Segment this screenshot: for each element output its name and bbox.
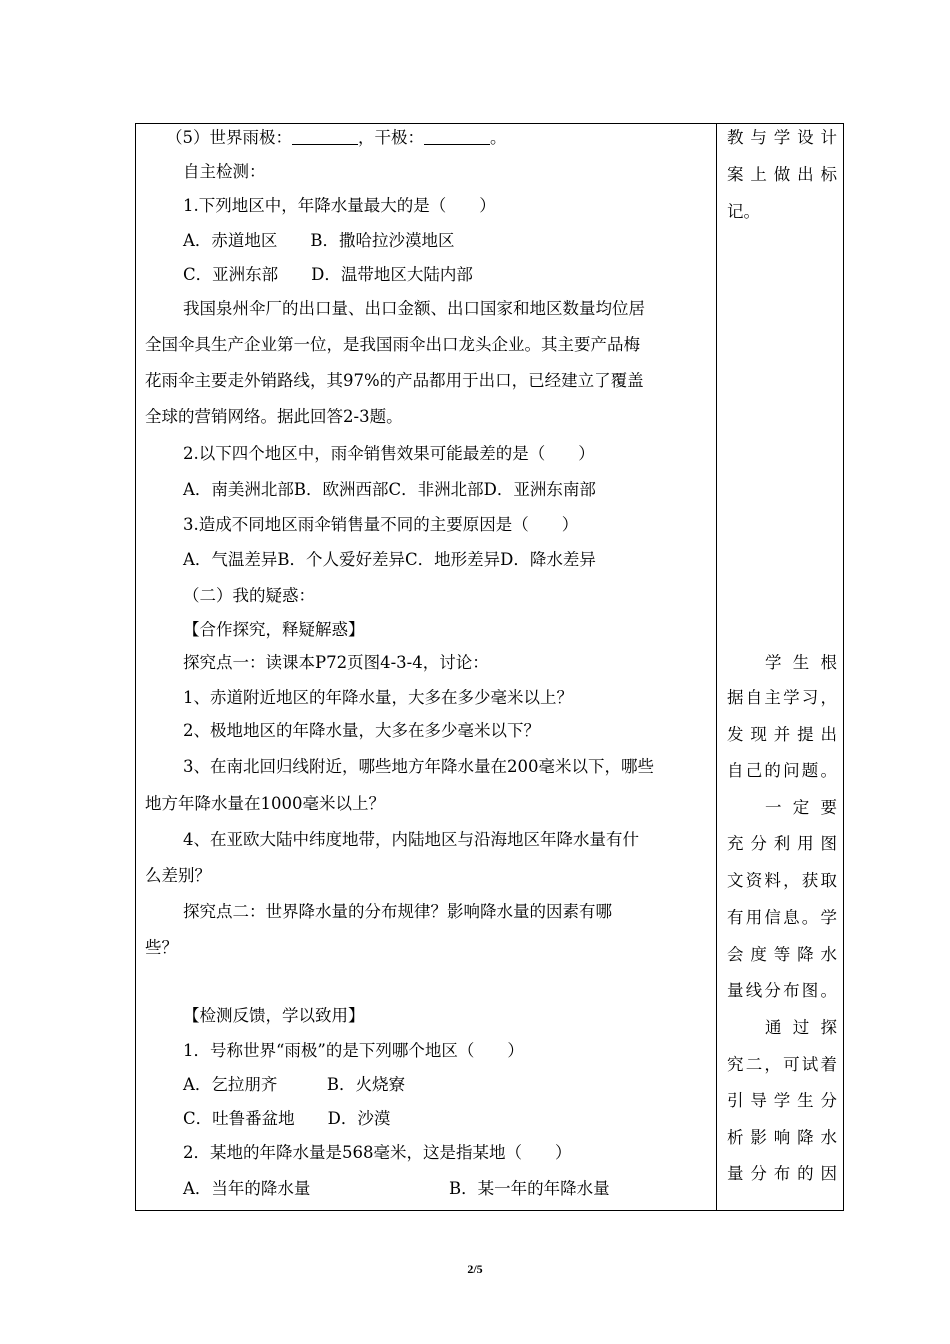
- note-line: 教与学设计: [727, 128, 837, 147]
- options: A．当年的降水量: [183, 1179, 311, 1198]
- inquiry-question: 3、在南北回归线附近，哪些地方年降水量在200毫米以下，哪些: [183, 757, 654, 776]
- section-label: 自主检测：: [183, 162, 266, 181]
- column-divider: [716, 123, 717, 1211]
- question: 3.造成不同地区雨伞销售量不同的主要原因是（ ）: [183, 515, 579, 534]
- section-label: （二）我的疑惑：: [183, 586, 315, 605]
- page-number: 2/5: [467, 1262, 483, 1276]
- note-line: 究二，可试着: [727, 1055, 837, 1074]
- options: C．亚洲东部 D．温带地区大陆内部: [183, 265, 473, 284]
- inquiry-question: 么差别？: [145, 866, 211, 885]
- inquiry-title: 探究点二：世界降水量的分布规律？影响降水量的因素有哪: [183, 902, 612, 921]
- options: A．气温差异B．个人爱好差异C．地形差异D．降水差异: [183, 550, 596, 569]
- note-line: 学生根: [765, 653, 837, 672]
- inquiry-question: 4、在亚欧大陆中纬度地带，内陆地区与沿海地区年降水量有什: [183, 830, 639, 849]
- paragraph-line: 全国伞具生产企业第一位，是我国雨伞出口龙头企业。其主要产品梅: [145, 335, 640, 354]
- note-line: 充分利用图: [727, 834, 837, 853]
- paragraph-line: 全球的营销网络。据此回答2-3题。: [145, 407, 403, 426]
- note-line: 通过探: [765, 1018, 837, 1037]
- inquiry-question: 地方年降水量在1000毫米以上？: [145, 794, 385, 813]
- note-line: 量分布的因: [727, 1164, 837, 1183]
- note-line: 会度等降水: [727, 945, 837, 964]
- section-heading: 【合作探究，释疑解惑】: [183, 620, 365, 639]
- note-line: 文资料，获取: [727, 871, 837, 890]
- options: B．某一年的年降水量: [449, 1179, 610, 1198]
- options: A．赤道地区 B．撒哈拉沙漠地区: [183, 231, 455, 250]
- blank-dry-pole: [424, 128, 490, 145]
- blank-rain-pole: [292, 128, 358, 145]
- note-line: 自己的问题。: [727, 761, 837, 780]
- question: 1．号称世界“雨极”的是下列哪个地区（ ）: [183, 1041, 524, 1060]
- note-line: 引导学生分: [727, 1091, 837, 1110]
- note-line: 记。: [727, 202, 760, 221]
- options: C．吐鲁番盆地 D．沙漠: [183, 1109, 391, 1128]
- note-line: 发现并提出: [727, 725, 837, 744]
- options: A．乞拉朋齐 B．火烧寮: [183, 1075, 406, 1094]
- options: A．南美洲北部B．欧洲西部C．非洲北部D．亚洲东南部: [183, 480, 596, 499]
- note-line: 量线分布图。: [727, 981, 837, 1000]
- section-heading: 【检测反馈，学以致用】: [183, 1006, 365, 1025]
- paragraph-line: 花雨伞主要走外销路线，其97%的产品都用于出口，已经建立了覆盖: [145, 371, 644, 390]
- note-line: 一定要: [765, 798, 837, 817]
- fill-in-line: （5）世界雨极： ，干极： 。: [166, 128, 507, 147]
- note-line: 案上做出标: [727, 165, 837, 184]
- note-line: 据自主学习，: [727, 688, 837, 707]
- note-line: 有用信息。学: [727, 908, 837, 927]
- note-line: 析影响降水: [727, 1128, 837, 1147]
- inquiry-title: 探究点一：读课本P72页图4-3-4，讨论：: [183, 653, 489, 672]
- question: 1.下列地区中，年降水量最大的是（ ）: [183, 196, 496, 215]
- paragraph-line: 我国泉州伞厂的出口量、出口金额、出口国家和地区数量均位居: [183, 299, 645, 318]
- inquiry-question: 1、赤道附近地区的年降水量，大多在多少毫米以上？: [183, 688, 573, 707]
- question: 2.以下四个地区中，雨伞销售效果可能最差的是（ ）: [183, 444, 595, 463]
- inquiry-question: 2、极地地区的年降水量，大多在多少毫米以下？: [183, 721, 540, 740]
- question: 2．某地的年降水量是568毫米，这是指某地（ ）: [183, 1143, 572, 1162]
- inquiry-title: 些？: [145, 938, 178, 957]
